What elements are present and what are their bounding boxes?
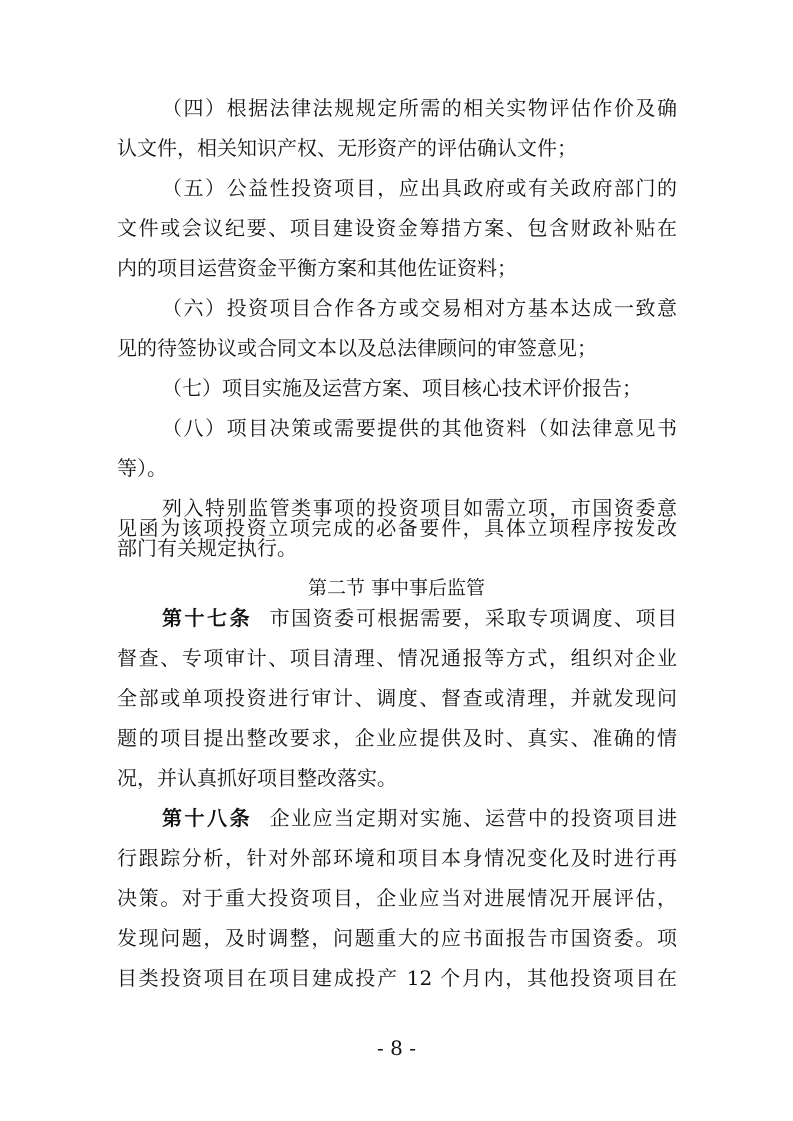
paragraph-line: （七）项目实施及运营方案、项目核心技术评价报告； [162, 376, 642, 400]
paragraph-line: （五）公益性投资项目，应出具政府或有关政府部门的 [162, 176, 677, 200]
article-18-label: 第十八条 [162, 806, 253, 830]
paragraph-line: （六）投资项目合作各方或交易相对方基本达成一致意 [162, 296, 677, 320]
paragraph-line: 认文件，相关知识产权、无形资产的评估确认文件； [117, 136, 577, 160]
paragraph-line: 决策。对于重大投资项目，企业应当对进展情况开展评估， [117, 886, 677, 910]
section-title: 第二节 事中事后监管 [307, 577, 486, 599]
paragraph-line: 列入特别监管类事项的投资项目如需立项，市国资委意 [162, 496, 677, 520]
article-18-first-line [162, 806, 677, 830]
paragraph-line: 文件或会议纪要、项目建设资金筹措方案、包含财政补贴在 [117, 216, 677, 240]
page-number: - 8 - [377, 1036, 416, 1060]
paragraph-line: 内的项目运营资金平衡方案和其他佐证资料； [117, 256, 517, 280]
paragraph-line: 行跟踪分析，针对外部环境和项目本身情况变化及时进行再 [117, 846, 677, 870]
paragraph-line: 等）。 [117, 456, 167, 480]
article-17-label: 第十七条 [162, 606, 253, 630]
paragraph-line: 部门有关规定执行。 [117, 536, 297, 560]
paragraph-line: （八）项目决策或需要提供的其他资料（如法律意见书 [162, 416, 677, 440]
paragraph-line: 目类投资项目在项目建成投产 12 个月内，其他投资项目在 [117, 966, 677, 990]
paragraph-line: 题的项目提出整改要求，企业应提供及时、真实、准确的情 [117, 726, 677, 750]
paragraph-line: （四）根据法律法规规定所需的相关实物评估作价及确 [162, 96, 677, 120]
paragraph-line: 见函为该项投资立项完成的必备要件，具体立项程序按发改 [117, 516, 677, 540]
article-17-first-line [162, 606, 677, 630]
paragraph-line: 见的待签协议或合同文本以及总法律顾问的审签意见； [117, 336, 597, 360]
paragraph-line: 发现问题，及时调整，问题重大的应书面报告市国资委。项 [117, 926, 677, 950]
article-18-text: 企业应当定期对实施、运营中的投资项目进 [268, 806, 678, 830]
article-17-text: 市国资委可根据需要，采取专项调度、项目 [268, 606, 678, 630]
paragraph-line: 督查、专项审计、项目清理、情况通报等方式，组织对企业 [117, 646, 677, 670]
paragraph-line: 况，并认真抓好项目整改落实。 [117, 766, 397, 790]
paragraph-line: 全部或单项投资进行审计、调度、督查或清理，并就发现问 [117, 686, 677, 710]
